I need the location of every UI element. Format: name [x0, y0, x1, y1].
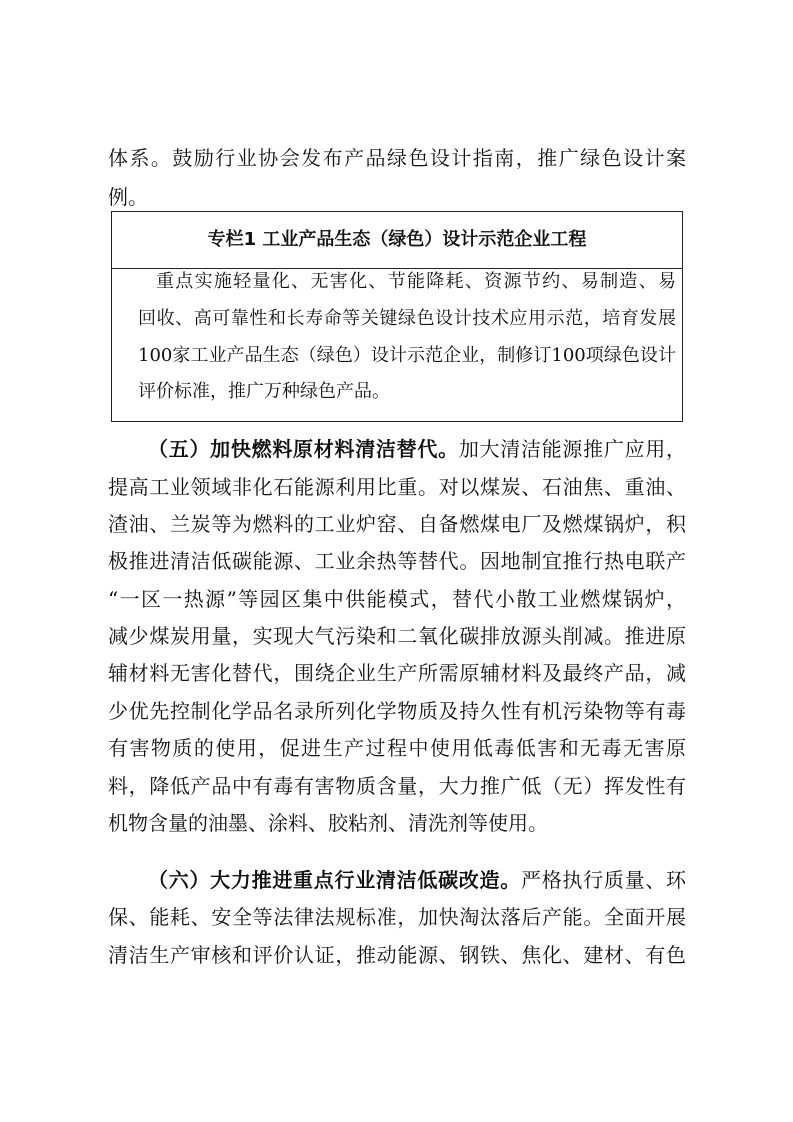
- section5-first-line: [148, 437, 686, 461]
- feature-box-line-2: 回收、高可靠性和长寿命等关键绿色设计技术应用示范，培育发展: [138, 308, 676, 329]
- feature-box-line-3: 100家工业产品生态（绿色）设计示范企业，制修订100项绿色设计: [138, 345, 676, 366]
- section5-line-4: 极推进清洁低碳能源、工业余热等替代。因地制宜推行热电联产: [108, 549, 686, 573]
- intro-line-1: 体系。鼓励行业协会发布产品绿色设计指南，推广绿色设计案: [108, 146, 686, 170]
- section6-line-3: 清洁生产审核和评价认证，推动能源、钢铁、焦化、建材、有色: [108, 943, 686, 967]
- section6-heading: （六）大力推进重点行业清洁低碳改造。: [148, 868, 521, 892]
- section5-line-3: 渣油、兰炭等为燃料的工业炉窑、自备燃煤电厂及燃煤锅炉，积: [108, 512, 686, 536]
- feature-box-title: 专栏1 工业产品生态（绿色）设计示范企业工程: [207, 229, 587, 250]
- section5-line-5: “一区一热源”等园区集中供能模式，替代小散工业燃煤锅炉，: [108, 587, 686, 611]
- section5-line-7: 辅材料无害化替代，围绕企业生产所需原辅材料及最终产品，减: [108, 661, 686, 685]
- feature-box-line-4: 评价标准，推广万种绿色产品。: [138, 381, 390, 402]
- section6-line-2: 保、能耗、安全等法律法规标准，加快淘汰落后产能。全面开展: [108, 905, 686, 929]
- section5-line-2: 提高工业领域非化石能源利用比重。对以煤炭、石油焦、重油、: [108, 475, 686, 499]
- feature-box-line-1: 重点实施轻量化、无害化、节能降耗、资源节约、易制造、易: [156, 271, 676, 292]
- section5-line-8: 少优先控制化学品名录所列化学物质及持久性有机污染物等有毒: [108, 699, 686, 723]
- section5-line-6: 减少煤炭用量，实现大气污染和二氧化碳排放源头削减。推进原: [108, 624, 686, 648]
- intro-line-2: 例。: [108, 185, 148, 209]
- feature-box-divider: [112, 268, 682, 269]
- section5-heading: （五）加快燃料原材料清洁替代。: [148, 437, 459, 461]
- section5-line-11: 机物含量的油墨、涂料、胶粘剂、清洗剂等使用。: [108, 811, 548, 835]
- section6-first-line-rest: 严格执行质量、环: [520, 868, 686, 892]
- section5-line-9: 有害物质的使用，促进生产过程中使用低毒低害和无毒无害原: [108, 736, 686, 760]
- section5-line-10: 料，降低产品中有毒有害物质含量，大力推广低（无）挥发性有: [108, 774, 686, 798]
- section6-first-line: [148, 868, 686, 892]
- feature-box: [111, 211, 683, 422]
- section5-first-line-rest: 加大清洁能源推广应用，: [458, 437, 686, 461]
